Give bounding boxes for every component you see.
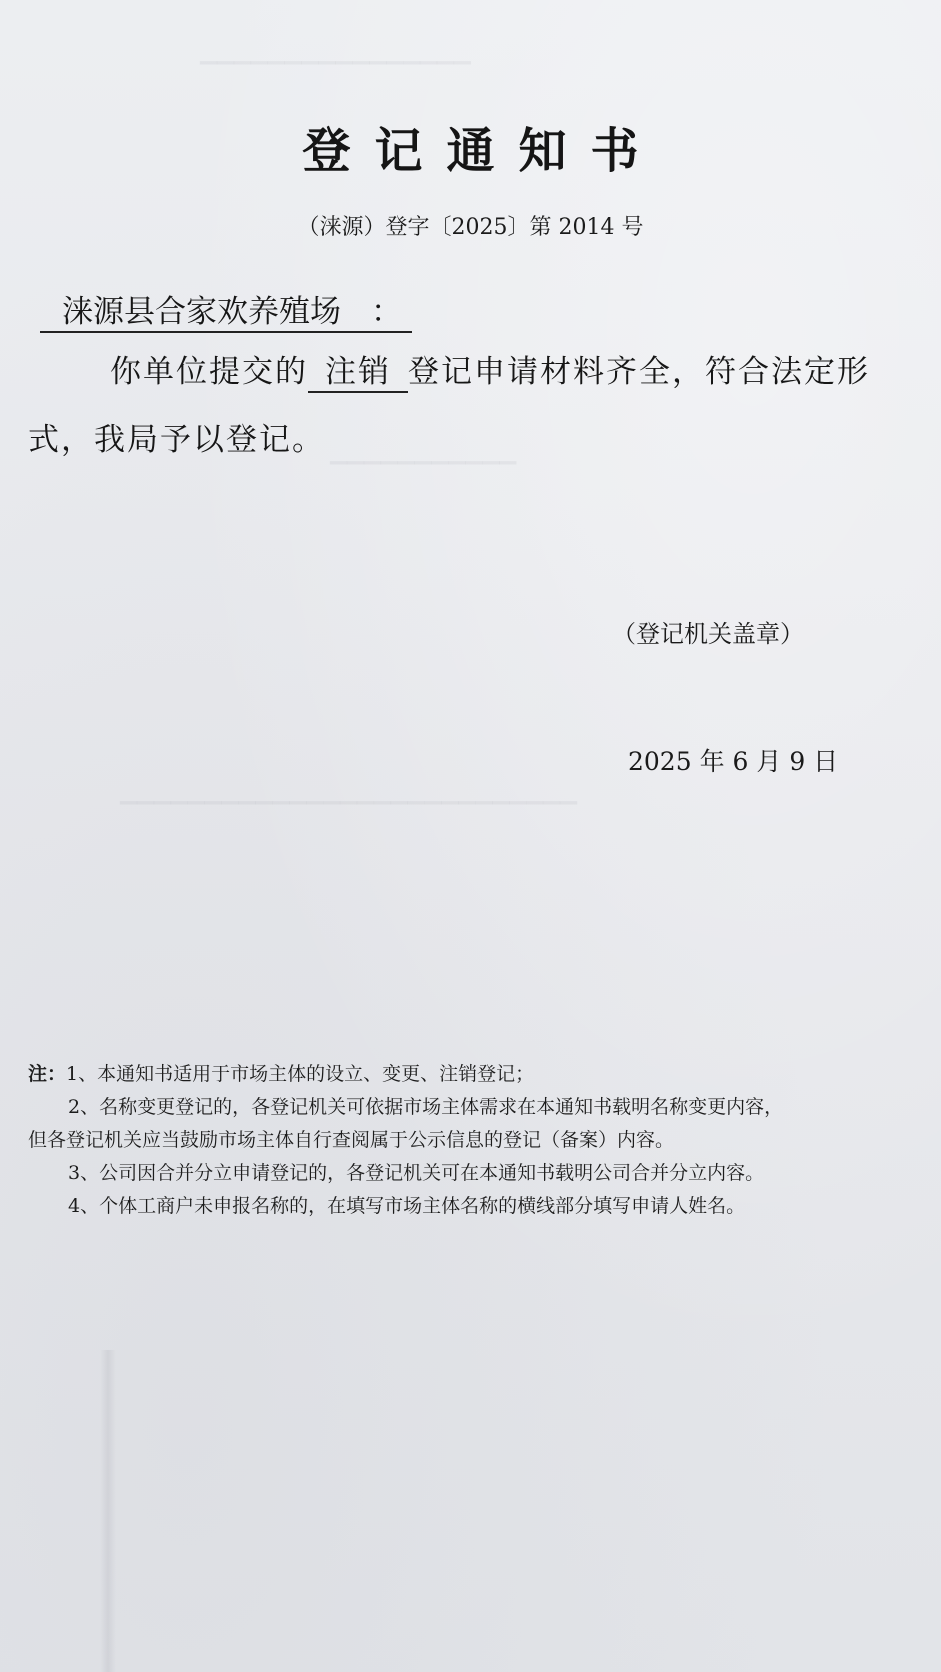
body-line-2: 式，我局予以登记。 bbox=[28, 422, 325, 458]
body-suffix: 登记申请材料齐全，符合法定形 bbox=[408, 354, 870, 390]
document-number: （涞源）登字〔2025〕第 2014 号 bbox=[297, 215, 644, 240]
registration-type-field: 注销 bbox=[308, 346, 408, 393]
document-title: 登记通知书 bbox=[302, 123, 663, 179]
notes-section bbox=[28, 1058, 928, 1223]
notes-heading: 注： bbox=[28, 1063, 67, 1085]
addressee-name: 涞源县合家欢养殖场 bbox=[62, 294, 341, 330]
bleed-through-shadow: ▁▁▁▁▁▁▁▁▁▁▁▁▁▁▁▁▁▁▁▁▁▁▁▁▁▁▁ bbox=[120, 780, 577, 805]
addressee-field bbox=[40, 286, 412, 333]
note-item-4: 4、个体工商户未申报名称的，在填写市场主体名称的横线部分填写申请人姓名。 bbox=[68, 1195, 746, 1217]
body-prefix: 你单位提交的 bbox=[110, 354, 308, 390]
paper-crease bbox=[100, 1350, 116, 1672]
issue-date: 2025 年 6 月 9 日 bbox=[628, 747, 839, 776]
note-item-2: 2、名称变更登记的，各登记机关可依据市场主体需求在本通知书载明名称变更内容， bbox=[68, 1096, 784, 1118]
bleed-through-shadow: ▁▁▁▁▁▁▁▁▁▁▁▁▁▁▁▁ bbox=[200, 40, 471, 65]
note-text-1: 1、本通知书适用于市场主体的设立、变更、注销登记； bbox=[66, 1063, 535, 1085]
body-line-1 bbox=[110, 346, 870, 393]
note-item-2-continued: 但各登记机关应当鼓励市场主体自行查阅属于公示信息的登记（备案）内容。 bbox=[28, 1129, 675, 1151]
seal-placeholder: （登记机关盖章） bbox=[612, 620, 804, 648]
addressee-colon: ： bbox=[371, 294, 402, 330]
bleed-through-shadow: ▁▁▁▁▁▁▁▁▁▁▁ bbox=[330, 440, 517, 465]
note-item-3: 3、公司因合并分立申请登记的，各登记机关可在本通知书载明公司合并分立内容。 bbox=[68, 1162, 765, 1184]
note-item-1 bbox=[28, 1058, 928, 1091]
